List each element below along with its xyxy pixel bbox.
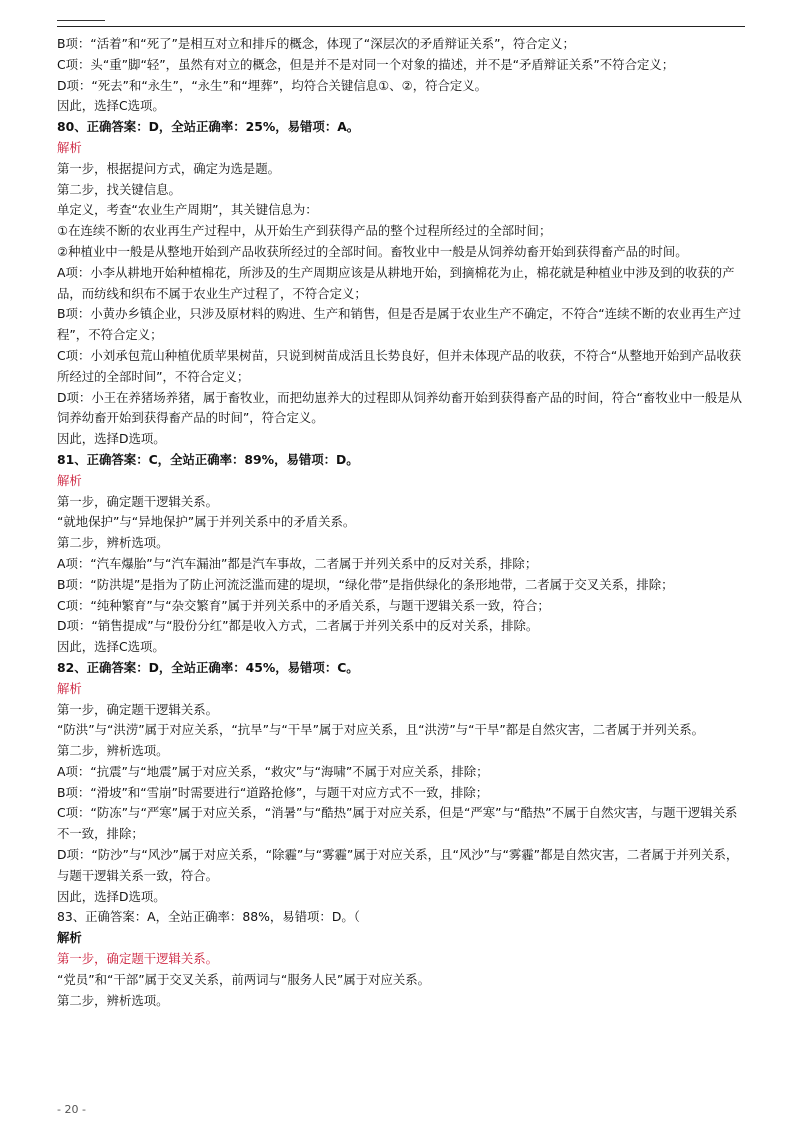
text-line: 第一步，确定题干逻辑关系。 xyxy=(57,493,219,509)
text-line: ①在连续不断的农业再生产过程中，从开始生产到获得产品的整个过程所经过的全部时间； xyxy=(57,223,552,239)
text-line: B项：小黄办乡镇企业，只涉及原材料的购进、生产和销售，但是否是属于农业生产不确定，不符合“连续不断的农业再生产过程”，不符合定义； xyxy=(57,306,742,343)
document-body xyxy=(57,34,747,1011)
text-line: 第一步，确定题干逻辑关系。 xyxy=(57,701,219,717)
header-rule xyxy=(57,26,745,27)
text-line: C项：“防冻”与“严寒”属于对应关系，“消暑”与“酷热”属于对应关系，但是“严寒”与“酷热”不属于自然灾害，与题干逻辑关系不一致，排除； xyxy=(57,805,738,842)
text-line: “就地保护”与“异地保护”属于并列关系中的矛盾关系。 xyxy=(57,514,356,530)
text-line: B项：“防洪堤”是指为了防止河流泛滥而建的堤坝，“绿化带”是指供绿化的条形地带，二者属于交叉关系，排除； xyxy=(57,576,674,592)
text-line: A项：小李从耕地开始种植棉花，所涉及的生产周期应该是从耕地开始，到摘棉花为止，棉花就是种植业中涉及到的收获的产品，而纺线和织布不属于农业生产过程了，不符合定义； xyxy=(57,264,735,301)
text-line: B项：“活着”和“死了”是相互对立和排斥的概念，体现了“深层次的矛盾辩证关系”，符合定义； xyxy=(57,36,575,51)
analysis-label: 解析 xyxy=(57,680,82,696)
text-line: 83、正确答案：A，全站正确率：88%，易错项：D。（ xyxy=(57,909,360,925)
text-line: D项：“销售提成”与“股份分红”都是收入方式，二者属于并列关系中的反对关系，排除。 xyxy=(57,618,539,634)
page-number: - 20 - xyxy=(57,1103,86,1116)
analysis-label: 解析 xyxy=(57,139,82,155)
text-line: 因此，选择D选项。 xyxy=(57,888,166,904)
header-short-rule xyxy=(57,20,105,21)
text-line: 因此，选择D选项。 xyxy=(57,431,166,447)
text-line: C项：头“重”脚“轻”，虽然有对立的概念，但是并不是对同一个对象的描述，并不是“矛盾辩证关系”不符合定义； xyxy=(57,56,675,72)
text-line: A项：“抗震”与“地震”属于对应关系，“救灾”与“海啸”不属于对应关系，排除； xyxy=(57,763,489,779)
text-line: C项：小刘承包荒山种植优质苹果树苗，只说到树苗成活且长势良好，但并未体现产品的收获，不符合“从整地开始到产品收获所经过的全部时间”，不符合定义； xyxy=(57,347,742,384)
text-line: B项：“滑坡”和“雪崩”时需要进行“道路抢修”，与题干对应方式不一致，排除； xyxy=(57,784,489,800)
text-line: 因此，选择C选项。 xyxy=(57,98,165,114)
text-line: C项：“纯种繁育”与“杂交繁育”属于并列关系中的矛盾关系，与题干逻辑关系一致，符合； xyxy=(57,597,550,613)
text-line: D项：“死去”和“永生”，“永生”和“埋葬”，均符合关键信息①、②，符合定义。 xyxy=(57,77,488,93)
text-line: 第二步，辨析选项。 xyxy=(57,743,169,759)
analysis-label: 解析 xyxy=(57,472,82,488)
text-line: 第二步，辨析选项。 xyxy=(57,535,169,551)
text-line: 第二步，辨析选项。 xyxy=(57,992,169,1008)
text-line: D项：“防沙”与“风沙”属于对应关系，“除霾”与“雾霾”属于对应关系，且“风沙”与“雾霾”都是自然灾害，二者属于并列关系，与题干逻辑关系一致，符合。 xyxy=(57,847,739,883)
text-line: 因此，选择C选项。 xyxy=(57,639,165,655)
text-line: A项：“汽车爆胎”与“汽车漏油”都是汽车事故，二者属于并列关系中的反对关系，排除； xyxy=(57,555,538,571)
text-line: D项：小王在养猪场养猪，属于畜牧业，而把幼崽养大的过程即从饲养幼畜开始到获得畜产品的时间，符合“畜牧业中一般是从饲养幼畜开始到获得畜产品的时间”，符合定义。 xyxy=(57,389,743,426)
answer-line: 81、正确答案：C，全站正确率：89%，易错项：D。 xyxy=(57,451,359,467)
text-line: 第二步，找关键信息。 xyxy=(57,181,181,197)
text-line: “防洪”与“洪涝”属于对应关系，“抗旱”与“干旱”属于对应关系，且“洪涝”与“干旱”都是自然灾害，二者属于并列关系。 xyxy=(57,722,704,738)
text-line: 单定义，考查“农业生产周期”，其关键信息为： xyxy=(57,202,318,218)
answer-line: 82、正确答案：D，全站正确率：45%，易错项：C。 xyxy=(57,659,359,675)
text-line: 第一步，根据提问方式，确定为选是题。 xyxy=(57,160,281,176)
analysis-label: 第一步，确定题干逻辑关系。 xyxy=(57,951,219,967)
answer-line: 80、正确答案：D，全站正确率：25%，易错项：A。 xyxy=(57,119,360,135)
answer-line: 解析 xyxy=(57,930,82,946)
text-line: ②种植业中一般是从整地开始到产品收获所经过的全部时间。畜牧业中一般是从饲养幼畜开始到获得畜产品的时间。 xyxy=(57,243,688,259)
text-line: “党员”和“干部”属于交叉关系，前两词与“服务人民”属于对应关系。 xyxy=(57,971,431,987)
